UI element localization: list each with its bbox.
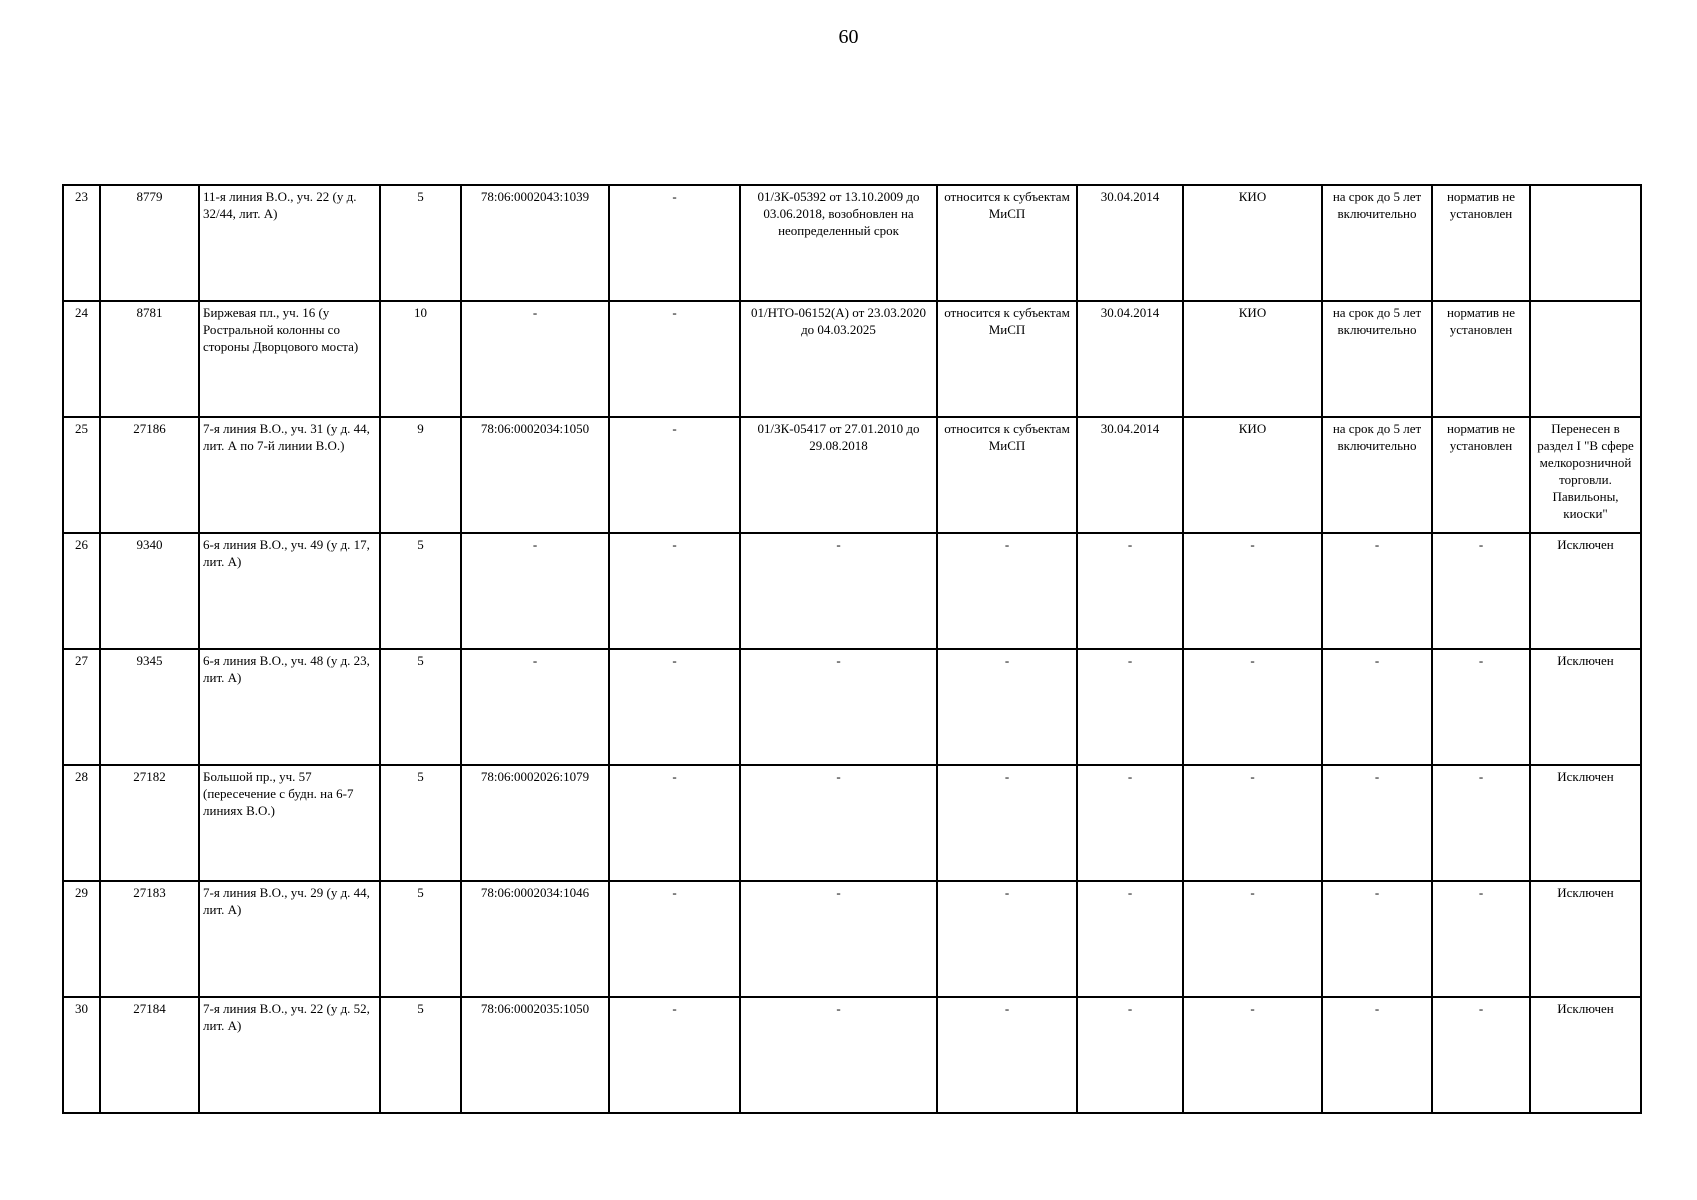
row-number-cell: 24 [63, 301, 100, 417]
address-cell: 6-я линия В.О., уч. 48 (у д. 23, лит. А) [199, 649, 380, 765]
inclusion-date-cell: - [1077, 997, 1183, 1113]
smsp-status-cell: относится к субъектам МиСП [937, 185, 1077, 301]
places-count-cell: 5 [380, 649, 461, 765]
standard-cell: - [1432, 649, 1530, 765]
places-count-cell: 9 [380, 417, 461, 533]
zone-cell: - [609, 417, 740, 533]
address-cell: 6-я линия В.О., уч. 49 (у д. 17, лит. А) [199, 533, 380, 649]
smsp-status-cell: - [937, 881, 1077, 997]
table-row [63, 649, 1641, 765]
places-count-cell: 5 [380, 533, 461, 649]
zone-cell: - [609, 533, 740, 649]
table-row [63, 417, 1641, 533]
authority-cell: - [1183, 997, 1322, 1113]
zone-cell: - [609, 881, 740, 997]
note-cell [1530, 301, 1641, 417]
contract-cell: - [740, 649, 937, 765]
standard-cell: норматив не установлен [1432, 417, 1530, 533]
contract-cell: - [740, 533, 937, 649]
smsp-status-cell: - [937, 997, 1077, 1113]
table-row [63, 881, 1641, 997]
object-id-cell: 27183 [100, 881, 199, 997]
inclusion-date-cell: - [1077, 649, 1183, 765]
table-row [63, 301, 1641, 417]
note-cell: Исключен [1530, 533, 1641, 649]
row-number-cell: 30 [63, 997, 100, 1113]
term-cell: - [1322, 997, 1432, 1113]
smsp-status-cell: относится к субъектам МиСП [937, 301, 1077, 417]
contract-cell: - [740, 997, 937, 1113]
term-cell: на срок до 5 лет включительно [1322, 301, 1432, 417]
object-id-cell: 9345 [100, 649, 199, 765]
inclusion-date-cell: - [1077, 881, 1183, 997]
address-cell: Большой пр., уч. 57 (пересечение с будн. на 6-7 линиях В.О.) [199, 765, 380, 881]
smsp-status-cell: относится к субъектам МиСП [937, 417, 1077, 533]
places-count-cell: 5 [380, 881, 461, 997]
row-number-cell: 27 [63, 649, 100, 765]
term-cell: на срок до 5 лет включительно [1322, 417, 1432, 533]
row-number-cell: 29 [63, 881, 100, 997]
cadastral-number-cell: 78:06:0002034:1050 [461, 417, 609, 533]
note-cell: Исключен [1530, 649, 1641, 765]
standard-cell: норматив не установлен [1432, 185, 1530, 301]
note-cell [1530, 185, 1641, 301]
places-count-cell: 5 [380, 765, 461, 881]
cadastral-number-cell: 78:06:0002043:1039 [461, 185, 609, 301]
object-id-cell: 8779 [100, 185, 199, 301]
row-number-cell: 28 [63, 765, 100, 881]
standard-cell: норматив не установлен [1432, 301, 1530, 417]
cadastral-number-cell: - [461, 533, 609, 649]
row-number-cell: 25 [63, 417, 100, 533]
cadastral-number-cell: - [461, 649, 609, 765]
table-row [63, 533, 1641, 649]
places-count-cell: 5 [380, 185, 461, 301]
address-cell: 7-я линия В.О., уч. 22 (у д. 52, лит. А) [199, 997, 380, 1113]
address-cell: 7-я линия В.О., уч. 29 (у д. 44, лит. А) [199, 881, 380, 997]
address-cell: 7-я линия В.О., уч. 31 (у д. 44, лит. А по 7-й линии В.О.) [199, 417, 380, 533]
places-count-cell: 10 [380, 301, 461, 417]
zone-cell: - [609, 997, 740, 1113]
standard-cell: - [1432, 997, 1530, 1113]
table-row [63, 997, 1641, 1113]
object-id-cell: 27186 [100, 417, 199, 533]
page-number: 60 [838, 26, 859, 48]
authority-cell: - [1183, 765, 1322, 881]
note-cell: Исключен [1530, 997, 1641, 1113]
cadastral-number-cell: - [461, 301, 609, 417]
contract-cell: - [740, 765, 937, 881]
table-row [63, 185, 1641, 301]
zone-cell: - [609, 185, 740, 301]
cadastral-number-cell: 78:06:0002034:1046 [461, 881, 609, 997]
zone-cell: - [609, 301, 740, 417]
term-cell: - [1322, 765, 1432, 881]
smsp-status-cell: - [937, 649, 1077, 765]
inclusion-date-cell: 30.04.2014 [1077, 417, 1183, 533]
authority-cell: КИО [1183, 301, 1322, 417]
inclusion-date-cell: 30.04.2014 [1077, 301, 1183, 417]
term-cell: - [1322, 881, 1432, 997]
note-cell: Исключен [1530, 881, 1641, 997]
object-id-cell: 27184 [100, 997, 199, 1113]
note-cell: Перенесен в раздел I "В сфере мелкорозничной торговли. Павильоны, киоски" [1530, 417, 1641, 533]
inclusion-date-cell: - [1077, 533, 1183, 649]
authority-cell: - [1183, 533, 1322, 649]
address-cell: Биржевая пл., уч. 16 (у Ростральной колонны со стороны Дворцового моста) [199, 301, 380, 417]
row-number-cell: 26 [63, 533, 100, 649]
contract-cell: 01/ЗК-05417 от 27.01.2010 до 29.08.2018 [740, 417, 937, 533]
note-cell: Исключен [1530, 765, 1641, 881]
standard-cell: - [1432, 765, 1530, 881]
object-id-cell: 9340 [100, 533, 199, 649]
table-row [63, 765, 1641, 881]
object-id-cell: 8781 [100, 301, 199, 417]
authority-cell: КИО [1183, 185, 1322, 301]
authority-cell: - [1183, 881, 1322, 997]
term-cell: - [1322, 533, 1432, 649]
contract-cell: 01/ЗК-05392 от 13.10.2009 до 03.06.2018, возобновлен на неопределенный срок [740, 185, 937, 301]
cadastral-number-cell: 78:06:0002035:1050 [461, 997, 609, 1113]
object-id-cell: 27182 [100, 765, 199, 881]
smsp-status-cell: - [937, 765, 1077, 881]
inclusion-date-cell: 30.04.2014 [1077, 185, 1183, 301]
zone-cell: - [609, 765, 740, 881]
authority-cell: КИО [1183, 417, 1322, 533]
authority-cell: - [1183, 649, 1322, 765]
places-count-cell: 5 [380, 997, 461, 1113]
address-cell: 11-я линия В.О., уч. 22 (у д. 32/44, лит. А) [199, 185, 380, 301]
cadastral-number-cell: 78:06:0002026:1079 [461, 765, 609, 881]
zone-cell: - [609, 649, 740, 765]
standard-cell: - [1432, 881, 1530, 997]
contract-cell: - [740, 881, 937, 997]
inclusion-date-cell: - [1077, 765, 1183, 881]
registry-table [62, 184, 1642, 1114]
term-cell: - [1322, 649, 1432, 765]
row-number-cell: 23 [63, 185, 100, 301]
term-cell: на срок до 5 лет включительно [1322, 185, 1432, 301]
standard-cell: - [1432, 533, 1530, 649]
contract-cell: 01/НТО-06152(А) от 23.03.2020 до 04.03.2025 [740, 301, 937, 417]
smsp-status-cell: - [937, 533, 1077, 649]
